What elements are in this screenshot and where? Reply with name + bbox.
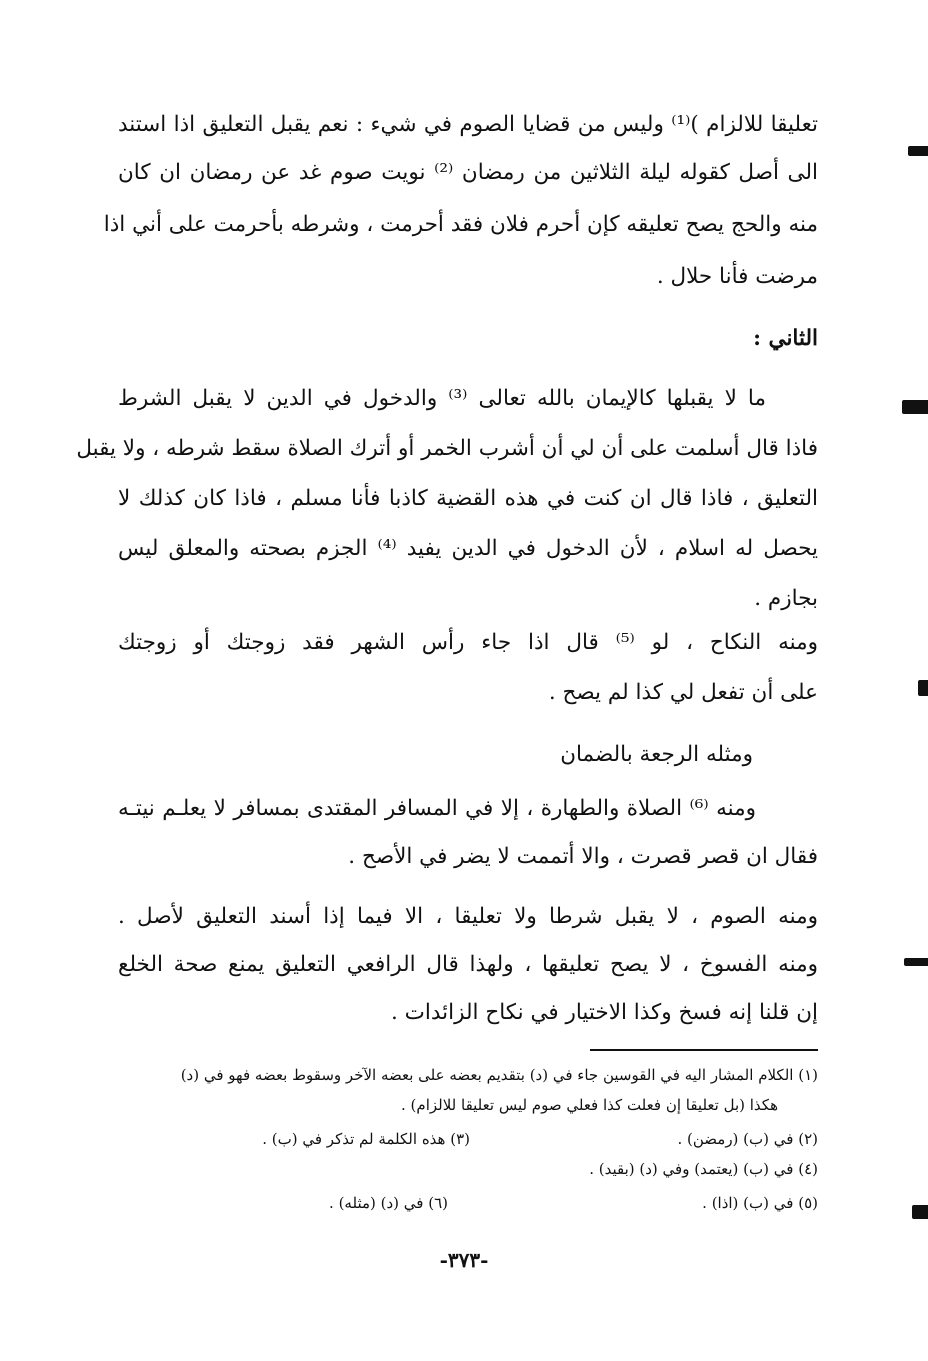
page-number: -٣٧٣- xyxy=(439,1248,489,1272)
paragraph-5-line-1 xyxy=(118,796,818,821)
text-fragment: ما لا يقبلها كالإيمان بالله xyxy=(536,386,766,411)
text-fragment: ⁽²⁾ نويت صوم غد عن رمضان ان كان xyxy=(118,160,454,185)
text-fragment: يحصل xyxy=(763,536,819,561)
paragraph-3-line-1 xyxy=(118,630,818,655)
footnote-1-line-1: (١) الكلام المشار اليه في القوسين جاء في (د) بتقديم بعضه على بعضه الآخر وسقوط بعضه فهو في (د) xyxy=(180,1066,818,1084)
paragraph-3-line-2: على أن تفعل لي كذا لم يصح . xyxy=(548,680,818,705)
paragraph-6-line-2: ومنه الفسوخ ، لا يصح تعليقها ، ولهذا قال الرافعي التعليق يمنع صحة الخلع xyxy=(118,952,818,977)
text-fragment: ومنه النكاح ، xyxy=(686,630,818,655)
margin-mark xyxy=(902,400,928,414)
paragraph-6-line-1: ومنه الصوم ، لا يقبل شرطا ولا تعليقا ، الا فيما إذا أسند التعليق لأصل . xyxy=(118,904,818,929)
text-fragment: ⁽⁴⁾ الجزم بصحته والمعلق ليس xyxy=(118,536,397,561)
footnote-5: (٥) في (ب) (اذا) . xyxy=(702,1194,818,1212)
text-fragment: الى أصل كقوله ليلة الثلاثين من xyxy=(533,160,819,185)
margin-mark xyxy=(918,680,928,696)
paragraph-2-line-4 xyxy=(118,536,818,561)
footnote-1-line-2: هكذا (بل تعليقا إن فعلت كذا فعلي صوم ليس تعليقا للالزام) . xyxy=(401,1096,778,1114)
text-fragment: ومنه xyxy=(716,796,756,821)
paragraph-2-line-3: التعليق ، فاذا قال ان كنت في هذه القضية كاذبا فأنا مسلم ، فاذا كان كذلك لا xyxy=(118,486,818,511)
footnote-separator xyxy=(590,1049,818,1051)
paragraph-2-line-2: فاذا قال أسلمت على أن لي أن أشرب الخمر أو أترك الصلاة سقط شرطه ، ولا يقبل xyxy=(76,436,818,461)
text-fragment: له اسلام ، لأن الدخول في الدين xyxy=(451,536,754,561)
margin-mark xyxy=(904,958,928,966)
paragraph-2-line-1 xyxy=(118,386,818,411)
text-fragment: لو xyxy=(651,630,670,655)
paragraph-1-line-4: مرضت فأنا حلال . xyxy=(656,264,818,289)
paragraph-1-line-3: منه والحج يصح تعليقه كإن أحرم فلان فقد أحرمت ، وشرطه بأحرمت على أني اذا xyxy=(103,212,818,237)
paragraph-1-line-1: تعليقا للالزام )⁽¹⁾ وليس من قضايا الصوم في شيء : نعم يقبل التعليق اذا استند xyxy=(118,112,818,137)
text-fragment: يفيد xyxy=(406,536,442,561)
text-fragment: ⁽⁵⁾ قال اذا جاء رأس الشهر فقد زوجتك أو زوجتك xyxy=(118,630,635,655)
text-fragment: رمضان xyxy=(461,160,525,185)
text-fragment: تعالى xyxy=(478,386,526,411)
text-fragment: ⁽³⁾ والدخول في الدين لا يقبل الشرط xyxy=(118,386,468,411)
paragraph-6-line-3: إن قلنا إنه فسخ وكذا الاختيار في نكاح الزائدات . xyxy=(391,1000,818,1025)
footnote-2: (٢) في (ب) (رمضن) . xyxy=(677,1130,818,1148)
footnote-4: (٤) في (ب) (يعتمد) وفي (د) (بقيد) . xyxy=(589,1160,818,1178)
paragraph-5-line-2: فقال ان قصر قصرت ، والا أتممت لا يضر في الأصح . xyxy=(348,844,818,869)
paragraph-4: ومثله الرجعة بالضمان xyxy=(560,742,753,767)
margin-mark xyxy=(912,1205,928,1219)
footnote-6: (٦) في (د) (مثله) . xyxy=(329,1194,448,1212)
paragraph-1-line-2 xyxy=(118,160,818,185)
footnote-3: (٣) هذه الكلمة لم تذكر في (ب) . xyxy=(262,1130,470,1148)
section-heading-second: الثاني : xyxy=(753,326,818,351)
text-fragment: ⁽⁶⁾ الصلاة والطهارة ، إلا في المسافر المقتدى بمسافر لا يعلـم نيتـه xyxy=(118,796,709,821)
paragraph-2-line-5: بجازم . xyxy=(754,586,818,611)
margin-mark xyxy=(908,146,928,156)
